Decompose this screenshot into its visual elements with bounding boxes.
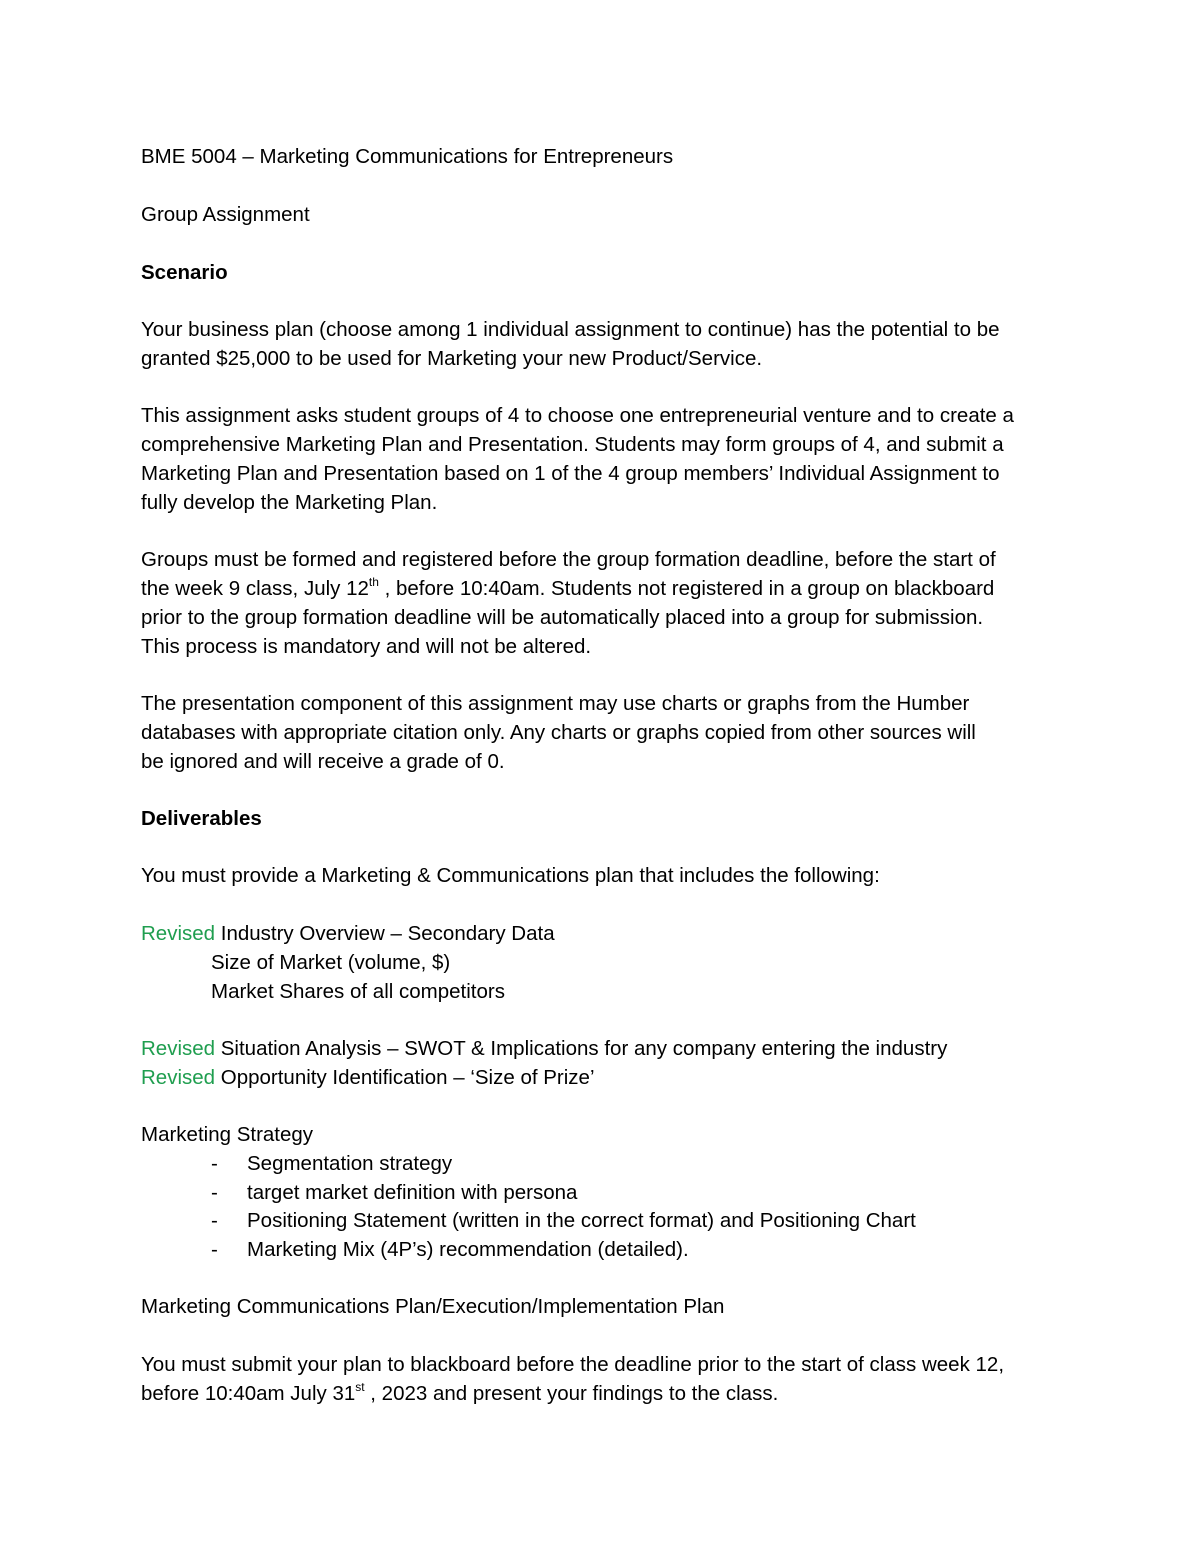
strategy-list-item: Positioning Statement (written in the correct format) and Positioning Chart (247, 1209, 916, 1232)
scenario-p3-line (141, 577, 994, 601)
document-subtitle: Group Assignment (141, 203, 310, 226)
industry-overview-text: Industry Overview – Secondary Data (215, 922, 555, 945)
bullet-dash: - (211, 1152, 218, 1175)
industry-subitem: Market Shares of all competitors (211, 980, 505, 1003)
revised-tag: Revised (141, 1066, 216, 1089)
submission-line (141, 1382, 778, 1406)
ordinal-suffix: st (355, 1380, 365, 1394)
scenario-p2-line: This assignment asks student groups of 4 to choose one entrepreneurial venture and to create a (141, 404, 1014, 427)
strategy-list-item: target market definition with persona (247, 1181, 578, 1204)
revised-tag: Revised (141, 922, 216, 945)
scenario-p3-line: Groups must be formed and registered before the group formation deadline, before the start of (141, 548, 996, 571)
deliverables-heading: Deliverables (141, 807, 262, 830)
opportunity-item (141, 1066, 595, 1090)
scenario-p1-line: Your business plan (choose among 1 individual assignment to continue) has the potential to be (141, 318, 1000, 341)
ordinal-suffix: th (368, 575, 379, 589)
scenario-p3-line: prior to the group formation deadline will be automatically placed into a group for submission. (141, 606, 984, 629)
bullet-dash: - (211, 1209, 218, 1232)
deadline-text-cont: , before 10:40am. Students not registered in a group on blackboard (378, 577, 995, 600)
scenario-p2-line: comprehensive Marketing Plan and Presentation. Students may form groups of 4, and submit a (141, 433, 1004, 456)
scenario-p4-line: databases with appropriate citation only. Any charts or graphs copied from other sources will (141, 721, 976, 744)
submission-text-cont: , 2023 and present your findings to the class. (364, 1382, 779, 1405)
scenario-p1-line: granted $25,000 to be used for Marketing your new Product/Service. (141, 347, 763, 370)
deadline-text: the week 9 class, July 12 (141, 577, 369, 600)
scenario-p3-line: This process is mandatory and will not be altered. (141, 635, 592, 658)
scenario-p2-line: fully develop the Marketing Plan. (141, 491, 438, 514)
situation-analysis-item (141, 1037, 947, 1061)
revised-tag: Revised (141, 1037, 216, 1060)
strategy-list-item: Segmentation strategy (247, 1152, 453, 1175)
marketing-strategy-heading: Marketing Strategy (141, 1123, 314, 1146)
scenario-p2-line: Marketing Plan and Presentation based on 1 of the 4 group members’ Individual Assignment to (141, 462, 1000, 485)
deliverables-intro: You must provide a Marketing & Communications plan that includes the following: (141, 864, 880, 887)
industry-overview-item (141, 922, 555, 946)
strategy-list-item: Marketing Mix (4P’s) recommendation (detailed). (247, 1238, 689, 1261)
document-title: BME 5004 – Marketing Communications for Entrepreneurs (141, 145, 674, 168)
scenario-p4-line: be ignored and will receive a grade of 0. (141, 750, 505, 773)
opportunity-text: Opportunity Identification – ‘Size of Prize’ (215, 1066, 595, 1089)
comms-plan-item: Marketing Communications Plan/Execution/Implementation Plan (141, 1295, 725, 1318)
industry-subitem: Size of Market (volume, $) (211, 951, 451, 974)
bullet-dash: - (211, 1238, 218, 1261)
situation-analysis-text: Situation Analysis – SWOT & Implications for any company entering the industry (215, 1037, 948, 1060)
scenario-p4-line: The presentation component of this assignment may use charts or graphs from the Humber (141, 692, 970, 715)
bullet-dash: - (211, 1181, 218, 1204)
scenario-heading: Scenario (141, 261, 228, 284)
submission-line: You must submit your plan to blackboard before the deadline prior to the start of class week 12, (141, 1353, 1005, 1376)
submission-text: before 10:40am July 31 (141, 1382, 356, 1405)
